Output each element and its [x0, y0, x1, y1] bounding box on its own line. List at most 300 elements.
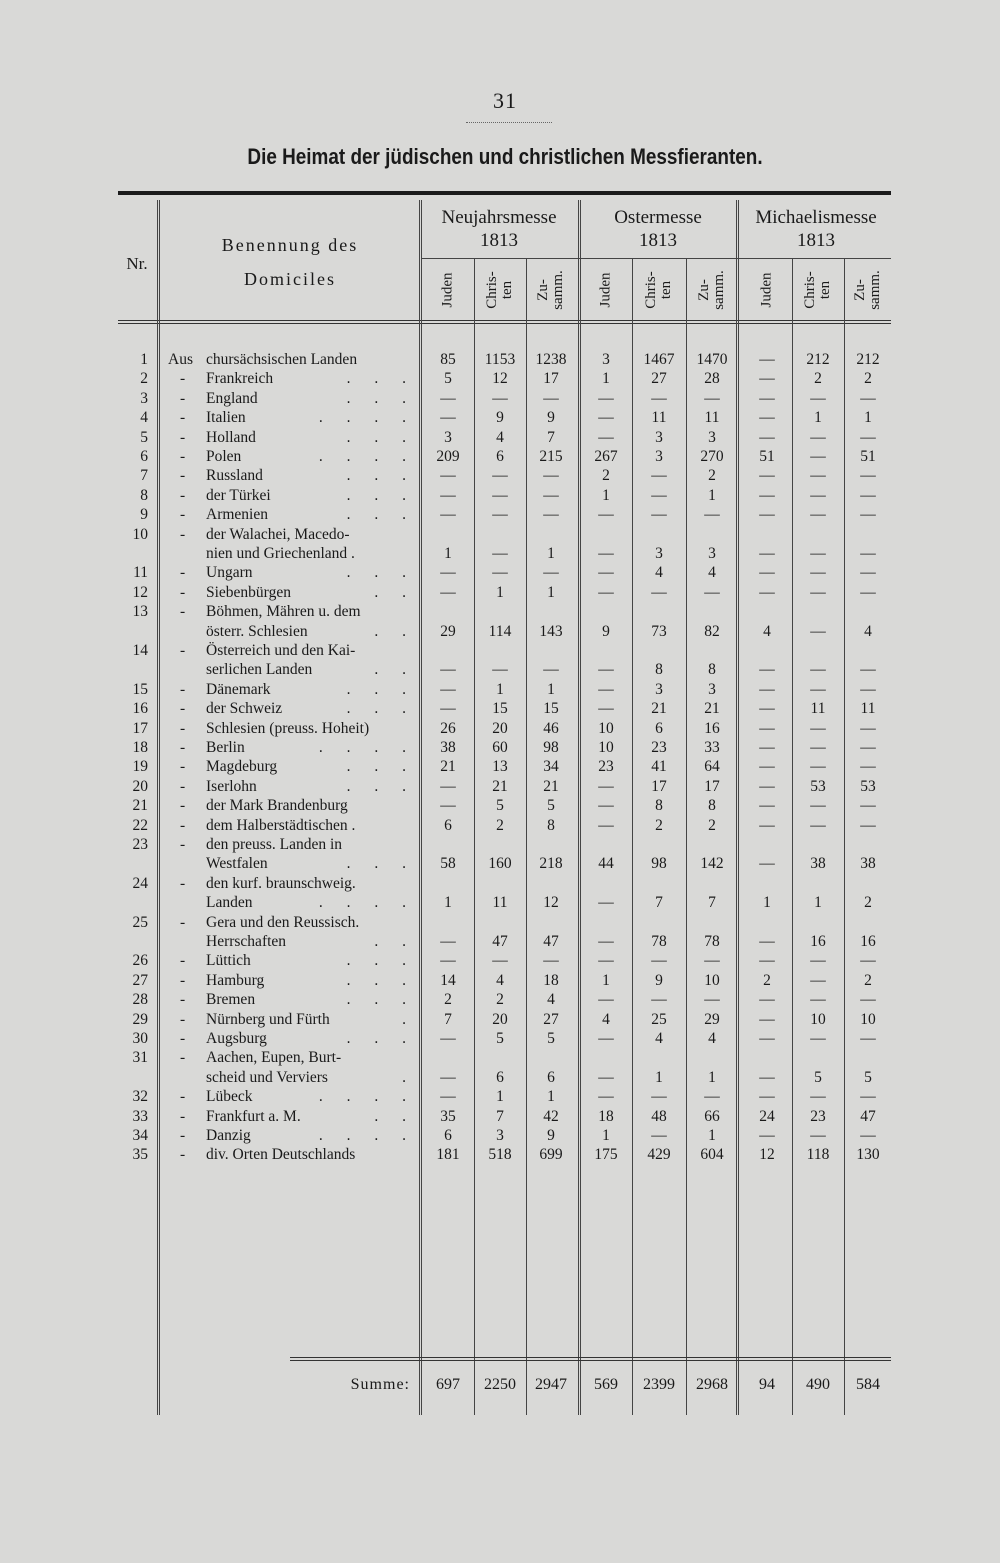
row-value: 3 — [655, 680, 663, 698]
row-value: — — [440, 933, 456, 950]
row-number: 1 — [140, 351, 148, 368]
row-number: 32 — [132, 1088, 148, 1106]
row-value: — — [492, 389, 508, 407]
row-value: 6 — [444, 1127, 452, 1144]
row-value: 5 — [814, 1068, 822, 1086]
row-value: 23 — [810, 1107, 826, 1125]
page-title: Die Heimat der jüdischen und christlichen Messfieranten. — [247, 144, 763, 169]
row-value: 181 — [436, 1146, 460, 1164]
table-row — [118, 447, 893, 466]
row-prefix: - — [180, 642, 186, 659]
row-leader-dots: . . . — [346, 506, 416, 524]
row-number: 31 — [132, 1049, 148, 1067]
row-value: 18 — [598, 1107, 614, 1125]
row-value: 4 — [708, 564, 716, 582]
row-value: 3 — [655, 448, 663, 465]
header-subcol — [740, 262, 794, 318]
row-value: 142 — [700, 855, 724, 873]
row-name: Ungarn — [206, 564, 253, 582]
row-number: 27 — [132, 971, 148, 989]
row-number: 15 — [132, 680, 148, 698]
row-number: 19 — [132, 758, 148, 776]
table-row — [118, 466, 893, 485]
summe-value: 2250 — [484, 1376, 516, 1393]
row-prefix: - — [180, 700, 186, 718]
row-value: — — [492, 661, 508, 679]
row-value: — — [759, 758, 775, 776]
table-row — [118, 1048, 893, 1067]
row-number: 29 — [132, 1010, 148, 1028]
row-value: — — [860, 389, 876, 407]
row-value: 38 — [810, 855, 826, 873]
row-value: 267 — [594, 448, 618, 465]
row-value: — — [810, 389, 826, 407]
header-subcol — [473, 262, 527, 318]
row-name: Hamburg — [206, 971, 265, 989]
row-value: 8 — [708, 661, 716, 679]
row-value: 4 — [708, 1030, 716, 1047]
row-value: — — [759, 1127, 775, 1144]
row-value: — — [598, 991, 614, 1009]
row-value: 1 — [547, 680, 555, 698]
row-number: 33 — [132, 1107, 148, 1125]
row-name: Schlesien (preuss. Hoheit) — [206, 719, 370, 737]
row-number: 28 — [132, 991, 148, 1009]
row-value: 29 — [440, 622, 456, 640]
row-value: 2 — [708, 816, 716, 834]
row-value: — — [492, 467, 508, 485]
row-leader-dots: . . . — [346, 486, 416, 504]
row-value: 4 — [496, 971, 504, 989]
header-subcol — [685, 262, 739, 318]
row-value: — — [759, 933, 775, 950]
row-value: — — [440, 409, 456, 427]
row-prefix: - — [180, 1049, 186, 1067]
table-row — [118, 971, 893, 990]
row-prefix: - — [180, 777, 186, 795]
row-value: — — [598, 700, 614, 718]
table-row — [118, 660, 893, 679]
row-name: England — [206, 389, 258, 407]
row-leader-dots: . . . — [346, 971, 416, 989]
row-value: 23 — [598, 758, 614, 776]
row-value: — — [759, 389, 775, 407]
row-value: 1 — [864, 409, 872, 427]
table-row — [118, 602, 893, 621]
row-value: — — [810, 583, 826, 601]
header-group — [580, 206, 736, 252]
row-value: — — [492, 564, 508, 582]
row-value: 12 — [759, 1146, 775, 1164]
row-prefix: - — [180, 448, 186, 465]
header-subcol — [579, 262, 633, 318]
row-value: — — [598, 1030, 614, 1047]
row-leader-dots: . . . — [346, 389, 416, 407]
table-row — [118, 350, 893, 369]
row-value: 78 — [704, 933, 720, 950]
row-prefix: - — [180, 486, 186, 504]
row-name: Bremen — [206, 991, 256, 1009]
row-value: — — [860, 816, 876, 834]
row-value: — — [440, 583, 456, 601]
row-value: — — [651, 486, 667, 504]
row-value: 48 — [651, 1107, 667, 1125]
row-value: — — [651, 1088, 667, 1106]
header-group-year: 1813 — [797, 230, 835, 251]
row-value: 21 — [704, 700, 720, 718]
row-value: 11 — [492, 894, 508, 912]
row-value: — — [810, 952, 826, 970]
row-value: 5 — [864, 1068, 872, 1086]
row-number: 8 — [140, 486, 148, 504]
summe-rule — [290, 1357, 891, 1361]
header-group-name: Ostermesse — [614, 207, 702, 228]
table-row — [118, 951, 893, 970]
row-leader-dots: . — [402, 1010, 416, 1028]
header-subcol — [791, 262, 845, 318]
row-value: 21 — [440, 758, 456, 776]
row-value: — — [860, 680, 876, 698]
row-name: dem Halberstädtischen . — [206, 816, 356, 834]
row-value: — — [810, 680, 826, 698]
row-value: 47 — [543, 933, 559, 950]
row-value: — — [759, 855, 775, 873]
row-value: 6 — [496, 448, 504, 465]
row-name: Armenien — [206, 506, 268, 524]
row-leader-dots: . . . . — [318, 409, 416, 427]
row-name: Aachen, Eupen, Burt- — [206, 1049, 342, 1067]
row-value: — — [651, 389, 667, 407]
table-row — [118, 932, 893, 951]
row-value: — — [440, 389, 456, 407]
header-subcol — [632, 262, 686, 318]
row-name: österr. Schlesien — [206, 622, 308, 640]
table-row — [118, 796, 893, 815]
row-name: Danzig — [206, 1127, 251, 1144]
row-value: — — [651, 1127, 667, 1144]
row-value: — — [704, 506, 720, 524]
row-leader-dots: . . . . — [318, 1127, 416, 1144]
row-name: Österreich und den Kai- — [206, 642, 356, 659]
row-value: — — [759, 409, 775, 427]
row-value: 21 — [492, 777, 508, 795]
row-value: 9 — [655, 971, 663, 989]
table-row — [118, 757, 893, 776]
row-value: 215 — [539, 448, 563, 465]
row-number: 5 — [140, 428, 148, 446]
row-value: — — [598, 409, 614, 427]
row-value: 212 — [806, 351, 830, 368]
row-value: 6 — [547, 1068, 555, 1086]
row-value: 1 — [708, 1127, 716, 1144]
row-value: 60 — [492, 739, 508, 756]
row-value: — — [810, 564, 826, 582]
row-value: 1 — [547, 1088, 555, 1106]
row-name: den kurf. braunschweig. — [206, 874, 356, 892]
row-value: 5 — [444, 370, 452, 388]
row-name: Gera und den Reussisch. — [206, 913, 360, 931]
summe-value: 584 — [856, 1376, 880, 1393]
row-prefix: - — [180, 1107, 186, 1125]
row-value: — — [810, 467, 826, 485]
row-number: 20 — [132, 777, 148, 795]
row-value: 1470 — [696, 351, 728, 368]
row-leader-dots: . — [402, 1068, 416, 1086]
row-value: 20 — [492, 1010, 508, 1028]
row-number: 9 — [140, 506, 148, 524]
row-leader-dots: . . . — [346, 777, 416, 795]
row-value: 27 — [543, 1010, 559, 1028]
row-value: — — [598, 797, 614, 815]
row-value: 28 — [704, 370, 720, 388]
header-subcol-label: Zu- samm. — [852, 270, 883, 310]
row-prefix: - — [180, 1127, 186, 1144]
row-value: 3 — [444, 428, 452, 446]
row-value: — — [440, 467, 456, 485]
row-value: 143 — [539, 622, 563, 640]
row-value: — — [810, 1127, 826, 1144]
row-leader-dots: . . . — [346, 758, 416, 776]
header-benennung-line2: Domiciles — [244, 269, 336, 289]
row-name: Iserlohn — [206, 777, 257, 795]
row-value: 23 — [651, 739, 667, 756]
row-value: 1 — [547, 583, 555, 601]
summe-label: Summe: — [350, 1376, 410, 1393]
row-value: — — [860, 428, 876, 446]
row-value: 16 — [860, 933, 876, 950]
header-group-name: Neujahrsmesse — [441, 207, 557, 228]
row-number: 24 — [132, 874, 148, 892]
table-row — [118, 622, 893, 641]
row-value: 10 — [704, 971, 720, 989]
row-name: div. Orten Deutschlands — [206, 1146, 356, 1164]
row-value: — — [598, 545, 614, 562]
row-value: 46 — [543, 719, 559, 737]
row-value: 1 — [496, 583, 504, 601]
table-row — [118, 1087, 893, 1106]
row-prefix: - — [180, 836, 186, 853]
row-value: 11 — [860, 700, 876, 718]
row-value: 1 — [602, 370, 610, 388]
table-row — [118, 428, 893, 447]
row-value: — — [598, 952, 614, 970]
table-row — [118, 816, 893, 835]
row-number: 30 — [132, 1030, 148, 1047]
row-value: 270 — [700, 448, 724, 465]
row-value: 10 — [598, 739, 614, 756]
row-value: 218 — [539, 855, 563, 873]
row-value: 1 — [814, 894, 822, 912]
table-row — [118, 544, 893, 563]
row-number: 23 — [132, 836, 148, 853]
row-value: — — [860, 991, 876, 1009]
row-value: 47 — [860, 1107, 876, 1125]
row-name: Westfalen — [206, 855, 268, 873]
row-value: 604 — [700, 1146, 724, 1164]
row-value: — — [860, 1127, 876, 1144]
row-value: 5 — [496, 797, 504, 815]
row-prefix: - — [180, 1010, 186, 1028]
row-value: 11 — [651, 409, 667, 427]
row-prefix: - — [180, 525, 186, 543]
row-value: — — [492, 952, 508, 970]
row-name: Frankfurt a. M. — [206, 1107, 301, 1125]
row-value: — — [598, 564, 614, 582]
row-number: 10 — [132, 525, 148, 543]
row-prefix: - — [180, 1146, 186, 1164]
row-value: — — [598, 583, 614, 601]
header-subcol-label: Chris- ten — [484, 271, 515, 309]
row-leader-dots: . . . — [346, 991, 416, 1009]
row-value: — — [440, 777, 456, 795]
row-value: — — [810, 719, 826, 737]
row-value: — — [543, 952, 559, 970]
row-leader-dots: . . — [374, 583, 416, 601]
row-value: — — [860, 739, 876, 756]
row-value: — — [759, 700, 775, 718]
row-prefix: - — [180, 1088, 186, 1106]
row-leader-dots: . . . — [346, 564, 416, 582]
row-value: 1 — [602, 971, 610, 989]
row-value: 20 — [492, 719, 508, 737]
row-name: der Mark Brandenburg — [206, 797, 348, 815]
row-value: — — [704, 389, 720, 407]
row-prefix: - — [180, 564, 186, 582]
row-prefix: - — [180, 506, 186, 524]
row-value: 53 — [860, 777, 876, 795]
row-value: 130 — [856, 1146, 880, 1164]
row-value: 12 — [543, 894, 559, 912]
row-value: 9 — [547, 1127, 555, 1144]
row-value: 6 — [655, 719, 663, 737]
row-value: — — [759, 564, 775, 582]
row-value: — — [492, 545, 508, 562]
row-number: 3 — [140, 389, 148, 407]
row-value: — — [543, 661, 559, 679]
row-value: — — [759, 816, 775, 834]
row-value: 14 — [440, 971, 456, 989]
table-row — [118, 389, 893, 408]
header-benennung-line1: Benennung des — [221, 235, 359, 255]
row-value: — — [440, 680, 456, 698]
row-value: 1 — [708, 486, 716, 504]
row-value: 4 — [763, 622, 771, 640]
row-number: 34 — [132, 1127, 148, 1144]
row-value: — — [598, 933, 614, 950]
row-value: — — [810, 991, 826, 1009]
row-value: — — [810, 1088, 826, 1106]
table-row — [118, 680, 893, 699]
row-leader-dots: . . . . — [318, 739, 416, 756]
row-number: 14 — [132, 642, 148, 659]
row-value: 8 — [547, 816, 555, 834]
header-subcol — [421, 262, 475, 318]
row-name: Augsburg — [206, 1030, 267, 1047]
row-value: — — [759, 583, 775, 601]
row-number: 26 — [132, 952, 148, 970]
row-value: 4 — [864, 622, 872, 640]
row-value: — — [598, 680, 614, 698]
row-value: — — [440, 564, 456, 582]
row-number: 35 — [132, 1146, 148, 1164]
row-value: — — [759, 467, 775, 485]
row-leader-dots: . . . — [346, 680, 416, 698]
row-value: 64 — [704, 758, 720, 776]
row-value: 8 — [708, 797, 716, 815]
row-value: — — [598, 661, 614, 679]
header-benennung — [160, 228, 420, 296]
header-subcol-label: Juden — [597, 272, 614, 308]
row-value: 85 — [440, 351, 456, 368]
header-subcol-label: Zu- samm. — [535, 270, 566, 310]
row-prefix: Aus — [168, 351, 193, 368]
row-number: 4 — [140, 409, 148, 427]
row-value: 24 — [759, 1107, 775, 1125]
row-leader-dots: . . — [374, 933, 416, 950]
row-value: — — [860, 564, 876, 582]
row-prefix: - — [180, 719, 186, 737]
row-value: — — [860, 661, 876, 679]
row-value: — — [704, 583, 720, 601]
row-value: 1467 — [643, 351, 675, 368]
table-row — [118, 1107, 893, 1126]
summe-value: 697 — [436, 1376, 460, 1393]
row-value: 3 — [655, 545, 663, 562]
row-prefix: - — [180, 952, 186, 970]
row-value: 7 — [496, 1107, 504, 1125]
row-prefix: - — [180, 680, 186, 698]
row-prefix: - — [180, 428, 186, 446]
table-row — [118, 583, 893, 602]
row-value: 27 — [651, 370, 667, 388]
row-value: 3 — [708, 680, 716, 698]
row-value: 3 — [708, 545, 716, 562]
summe-value: 94 — [759, 1376, 775, 1393]
row-value: 1 — [655, 1068, 663, 1086]
table-row — [118, 369, 893, 388]
row-value: — — [860, 952, 876, 970]
row-value: — — [759, 739, 775, 756]
summe-value: 2399 — [643, 1376, 675, 1393]
row-value: 16 — [704, 719, 720, 737]
row-value: — — [810, 1030, 826, 1047]
table-row — [118, 1029, 893, 1048]
row-value: — — [759, 1030, 775, 1047]
row-prefix: - — [180, 816, 186, 834]
row-value: 5 — [547, 797, 555, 815]
table-row — [118, 486, 893, 505]
row-value: 10 — [860, 1010, 876, 1028]
row-value: 7 — [708, 894, 716, 912]
row-value: 3 — [496, 1127, 504, 1144]
row-prefix: - — [180, 971, 186, 989]
row-value: — — [759, 506, 775, 524]
row-number: 13 — [132, 603, 148, 621]
row-number: 7 — [140, 467, 148, 485]
row-value: 1 — [547, 545, 555, 562]
row-value: — — [860, 545, 876, 562]
row-prefix: - — [180, 758, 186, 776]
row-value: — — [651, 952, 667, 970]
row-value: — — [492, 506, 508, 524]
row-value: 21 — [543, 777, 559, 795]
row-value: 35 — [440, 1107, 456, 1125]
row-value: — — [598, 777, 614, 795]
row-number: 17 — [132, 719, 148, 737]
row-name: nien und Griechenland . — [206, 545, 355, 562]
row-value: — — [704, 991, 720, 1009]
table-header-rule — [118, 320, 891, 324]
